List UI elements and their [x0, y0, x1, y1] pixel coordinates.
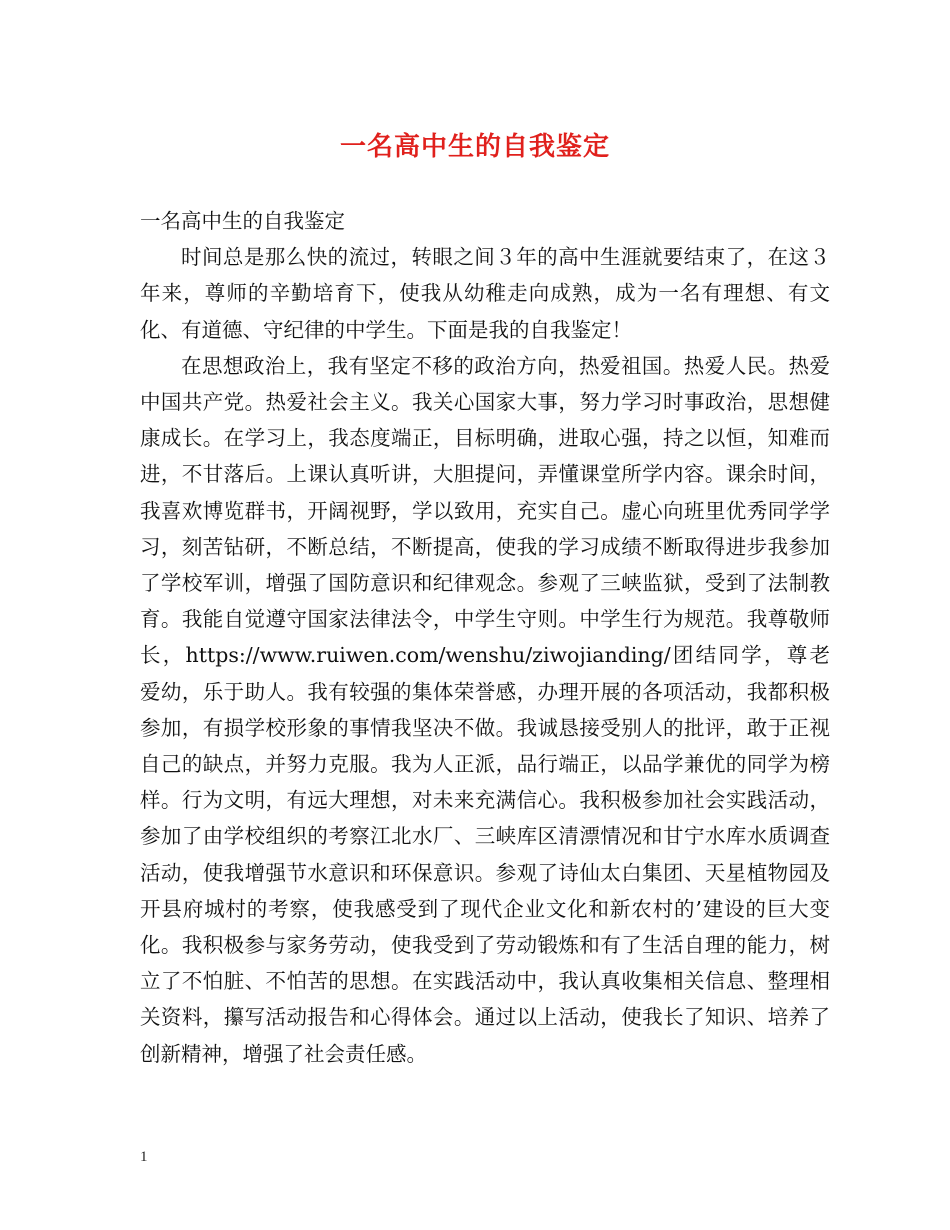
document-title: 一名高中生的自我鉴定 — [339, 132, 610, 162]
body-paragraph-main: 在思想政治上，我有坚定不移的政治方向，热爱祖国。热爱人民。热爱中国共产党。热爱社会主义。我关心国家大事，努力学习时事政治，思想健康成长。在学习上，我态度端正，目标明确，进取心强，持之以恒，知难而进，不甘落后。上课认真听讲，大胆提问，弄懂课堂所学内容。课余时间，我喜欢博览群书，开阔视野，学以致用，充实自己。虚心向班里优秀同学学习，刻苦钻研，不断总结，不断提高，使我的学习成绩不断取得进步我参加了学校军训，增强了国防意识和纪律观念。参观了三峡监狱，受到了法制教育。我能自觉遵守国家法律法令，中学生守则。中学生行为规范。我尊敬师长，https://www.ruiwen.com/wenshu/ziwojianding/团结同学，尊老爱幼，乐于助人。我有较强的集体荣誉感，办理开展的各项活动，我都积极参加，有损学校形象的事情我坚决不做。我诚恳接受别人的批评，敢于正视自己的缺点，并努力克服。我为人正派，品行端正，以品学兼优的同学为榜样。行为文明，有远大理想，对未来充满信心。我积极参加社会实践活动，参加了由学校组织的考察江北水厂、三峡库区清漂情况和甘宁水库水质调查活动，使我增强节水意识和环保意识。参观了诗仙太白集团、天星植物园及开县府城村的考察，使我感受到了现代企业文化和新农村的’建设的巨大变化。我积极参与家务劳动，使我受到了劳动锻炼和有了生活自理的能力，树立了不怕脏、不怕苦的思想。在实践活动中，我认真收集相关信息、整理相关资料，攥写活动报告和心得体会。通过以上活动，使我长了知识、培养了创新精神，增强了社会责任感。 — [140, 353, 830, 1066]
body-paragraph-intro: 时间总是那么快的流过，转眼之间３年的高中生涯就要结束了，在这３年来，尊师的辛勤培育下，使我从幼稚走向成熟，成为一名有理想、有文化、有道德、守纪律的中学生。下面是我的自我鉴定！ — [140, 245, 830, 342]
page-number: 1 — [140, 1149, 148, 1165]
document-body — [140, 203, 830, 1072]
body-subtitle: 一名高中生的自我鉴定 — [140, 209, 345, 233]
